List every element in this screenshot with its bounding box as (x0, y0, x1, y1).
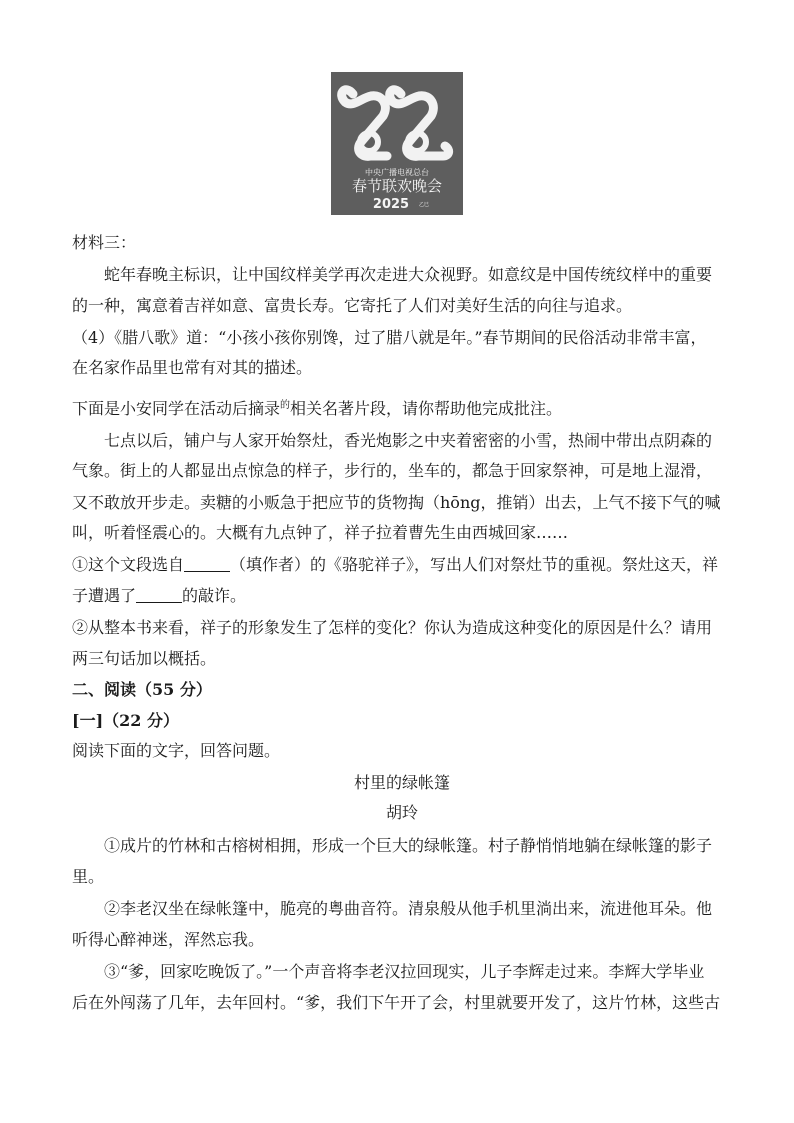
excerpt-line-1: 七点以后，铺户与人家开始祭灶，香光炮影之中夹着密密的小雪，热闹中带出点阴森的 (104, 431, 713, 450)
sub-question-2-line-2: 两三句话加以概括。 (72, 649, 217, 668)
ruyi-emblem-icon (331, 72, 463, 215)
excerpt-line-3: 又不敢放开步走。卖糖的小贩急于把应节的货物掏（hōng，推销）出去，上气不接下气的喊 (72, 493, 721, 512)
section2-part1: [一]（22 分） (72, 711, 179, 730)
story-para-3-line-1: ③“爹，回家吃晚饭了。”一个声音将李老汉拉回现实，儿子李辉走过来。李辉大学毕业 (104, 962, 705, 981)
logo-org-text: 中央广播电视总台 (365, 168, 429, 177)
sub1-text-a: ①这个文段选自 (72, 555, 185, 574)
q4-line-2: 在名家作品里也常有对其的描述。 (72, 358, 313, 377)
logo-title-text: 春节联欢晚会 (351, 177, 443, 195)
sub1-text-b: （填作者）的《骆驼祥子》，写出人们对祭灶节的重视。祭灶这天，祥 (230, 555, 719, 574)
q4-line-1: （4）《腊八歌》道：“小孩小孩你别馋，过了腊八就是年。”春节期间的民俗活动非常丰富， (72, 328, 707, 347)
logo-year-text: 2025 (372, 197, 410, 212)
section2-heading: 二、阅读（55 分） (72, 680, 212, 699)
story-para-3-line-2: 后在外闯荡了几年，去年回村。“爹，我们下午开了会，村里就要开发了，这片竹林，这些古 (72, 993, 721, 1012)
q4-intro-b: 相关名著片段，请你帮助他完成批注。 (290, 399, 563, 418)
story-para-2-line-1: ②李老汉坐在绿帐篷中，脆亮的粤曲音符。清泉般从他手机里淌出来，流进他耳朵。他 (104, 899, 713, 918)
q4-intro (72, 395, 732, 420)
excerpt-line-4: 叫，听着怪震心的。大概有九点钟了，祥子拉着曹先生由西城回家…… (72, 523, 569, 542)
sub-question-2-line-1: ②从整本书来看，祥子的形象发生了怎样的变化？你认为造成这种变化的原因是什么？请用 (72, 618, 713, 637)
story-para-1-line-2: 里。 (72, 867, 105, 886)
excerpt-line-2: 气象。街上的人都显出点惊急的样子，步行的，坐车的，都急于回家祭神，可是地上湿滑， (72, 461, 713, 480)
story-para-1-line-1: ①成片的竹林和古榕树相拥，形成一个巨大的绿帐篷。村子静悄悄地躺在绿帐篷的影子 (104, 836, 713, 855)
sub1-text-d: 的敲诈。 (182, 586, 247, 605)
material3-heading: 材料三： (72, 233, 137, 252)
logo-year-tag: 乙巳 (419, 202, 430, 208)
sub1-text-c: 子遭遇了 (72, 586, 137, 605)
sub-question-1-line-2 (72, 585, 732, 607)
material3-line-2: 的一种，寓意着吉祥如意、富贵长寿。它寄托了人们对美好生活的向往与追求。 (72, 296, 633, 315)
sub-question-1-line-1 (72, 554, 732, 576)
story-title: 村里的绿帐篷 (353, 773, 450, 792)
author-blank[interactable] (184, 555, 230, 572)
story-author: 胡玲 (385, 803, 418, 822)
extortion-blank[interactable] (136, 586, 182, 603)
section2-instruction: 阅读下面的文字，回答问题。 (72, 741, 281, 760)
spring-festival-gala-logo (331, 72, 463, 215)
q4-intro-mark: 的 (280, 400, 291, 411)
q4-intro-a: 下面是小安同学在活动后摘录 (72, 399, 281, 418)
material3-line-1: 蛇年春晚主标识，让中国纹样美学再次走进大众视野。如意纹是中国传统纹样中的重要 (104, 265, 713, 284)
story-para-2-line-2: 听得心醉神迷，浑然忘我。 (72, 930, 265, 949)
